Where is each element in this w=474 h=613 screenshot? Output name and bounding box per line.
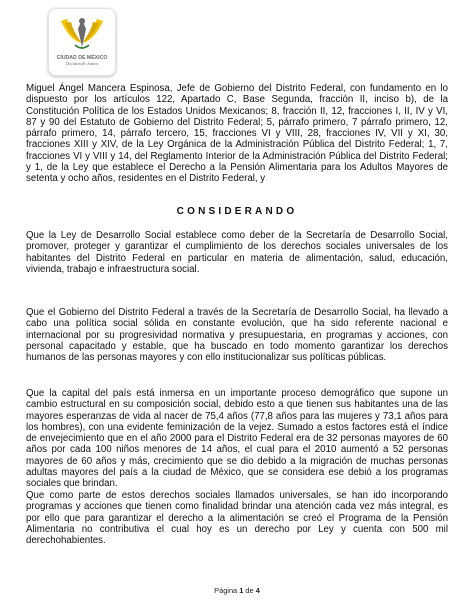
logo-line2: Decidiendo Juntos — [65, 61, 99, 66]
page-footer — [0, 586, 474, 595]
footer-page-word: Página — [214, 586, 238, 595]
considerando-paragraph-3: Que la capital del país está inmersa en un importante proceso demográfico que supone un cambio estructural en su composición social, debido esto a que tienen sus habitantes una de las mayores esperanzas de vida al nacer de 75,4 años (77,8 años para las mujeres y 73,1 años para los hombres), con una evidente feminización de la vejez. Sumado a estos factores está el índice de envejecimiento que en el año 2000 para el Distrito Federal era de 32 personas mayores de 60 años por cada 100 niños menores de 14 años, el cual para el 2010 aumentó a 52 personas mayores de 60 años y más, crecimiento que se dio debido a la migración de muchas personas adultas mayores del país a la ciudad de México, que se considera ese debió a los programas sociales que brindan. — [26, 388, 448, 490]
footer-total-pages: 4 — [255, 586, 260, 595]
footer-of-word: de — [245, 586, 254, 595]
city-logo — [48, 8, 116, 76]
footer-current-page: 1 — [239, 586, 244, 595]
preamble-paragraph: Miguel Ángel Mancera Espinosa, Jefe de Gobierno del Distrito Federal, con fundamento en lo dispuesto por los artículos 122, Apartado C, Base Segunda, fracción II, inciso b), de la Constitución Política de los Estados Unidos Mexicanos; 8, fracción II, 12, fracciones I, II, IV y VI, 87 y 90 del Estatuto de Gobierno del Distrito Federal; 5, párrafo primero, 7 párrafo primero, 12, párrafo primero, 14, párrafo tercero, 15, fracciones VI y VIII, 28, fracciones IV, VII y XI, 30, fracciones XIII y XIV, de la Ley Orgánica de la Administración Pública del Distrito Federal; 1, 7, fracciones VI y VIII y 14, del Reglamento Interior de la Administración Pública del Distrito Federal; y 1, de la Ley que establece el Derecho a la Pensión Alimentaria para los Adultos Mayores de setenta y ocho años, residentes en el Distrito Federal, y — [26, 83, 448, 185]
logo-line1: CIUDAD DE MÉXICO — [56, 55, 108, 61]
considerando-paragraph-1: Que la Ley de Desarrollo Social establece como deber de la Secretaría de Desarrollo Social, promover, proteger y garantizar el cumplimiento de los derechos sociales universales de los habitantes del Distrito Federal en particular en materia de alimentación, salud, educación, vivienda, trabajo e infraestructura social. — [26, 230, 448, 275]
considerando-paragraph-2: Que el Gobierno del Distrito Federal a través de la Secretaría de Desarrollo Social, ha llevado a cabo una política social sólida en constante evolución, que ha sido referente nacional e internacional por su progresividad normativa y presupuestaria, en programas y acciones, con personal capacitado y estable, que ha buscado en todo momento garantizar los derechos humanos de las personas mayores y con ello institucionalizar sus políticas públicas. — [26, 307, 448, 364]
considerando-heading: CONSIDERANDO — [176, 206, 298, 217]
city-logo-icon — [49, 9, 115, 75]
considerando-paragraph-4: Que como parte de estos derechos sociales llamados universales, se han ido incorporando programas y acciones que tienen como finalidad brindar una atención cada vez más integral, es por ello que para garantizar el derecho a la alimentación se creó el Programa de la Pensión Alimentaria no contributiva el cual hoy es un derecho por Ley y cuenta con 500 mil derechohabientes. — [26, 490, 448, 547]
